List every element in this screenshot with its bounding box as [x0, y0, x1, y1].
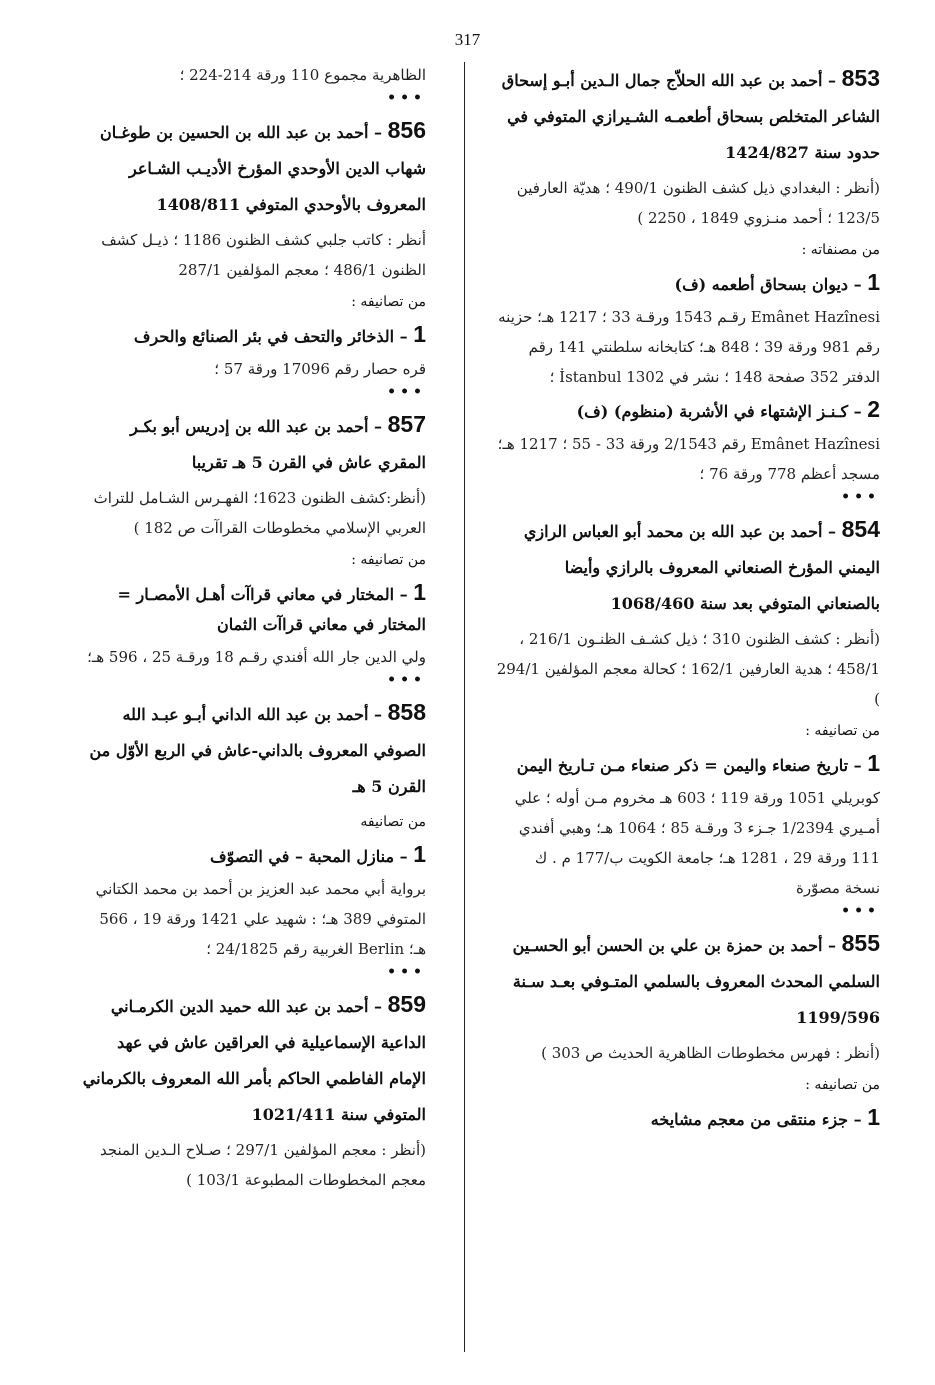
source-reference — [496, 783, 880, 903]
entry-text: أنظر : كاتب جلبي كشف الظنون 1186 ؛ ذيـل كشف الظنون 486/1 ؛ معجم المؤلفين 287/1 — [101, 231, 426, 279]
entry-text: من تصانيفه : — [805, 1077, 880, 1093]
entry-separator — [80, 92, 426, 104]
entry-text: ••• — [841, 489, 880, 505]
entry-text: – ديوان بسحاق أطعمه (ف) — [674, 275, 862, 294]
entry-heading — [80, 986, 426, 1133]
entry-text: – أحمد بن عبد الله بن الحسين بن طوغـان شهاب الدين الأوحدي المؤرخ الأديـب الشـاعر المعروف بالأوحدي المتوفي 1408/811 — [100, 123, 426, 214]
source-reference — [496, 302, 880, 392]
work-title — [496, 267, 880, 300]
work-title — [80, 839, 426, 872]
entry-separator — [80, 386, 426, 398]
section-label — [80, 545, 426, 575]
entry-text: – أحمد بن عبد الله حميد الدين الكرمـاني الداعية الإسماعيلية في العراقين عاش في عهد الإمام الفاطمي الحاكم بأمر الله المعروف بالكرماني المتوفي سنة 1021/411 — [82, 997, 426, 1124]
entry-text: (أنظر:كشف الظنون 1623؛ الفهـرس الشـامل للتراث العربي الإسلامي مخطوطات القراآت ص 182 ) — [93, 489, 426, 537]
source-reference — [80, 225, 426, 285]
section-label — [496, 1070, 880, 1100]
entry-text: الظاهرية مجموع 110 ورقة 214-224 ؛ — [179, 66, 426, 84]
entry-number: 1 — [867, 269, 880, 295]
entry-separator — [80, 966, 426, 978]
entry-text: ولي الدين جار الله أفندي رقـم 18 ورقـة 25 ، 596 هـ؛ — [87, 648, 426, 666]
entry-text: – المختار في معاني قراآت أهـل الأمصـار = المختار في معاني قراآت الثمان — [117, 585, 426, 634]
entry-number: 856 — [387, 117, 426, 143]
right-column — [496, 58, 880, 1137]
entry-separator — [496, 905, 880, 917]
entry-text: ••• — [387, 964, 426, 980]
entry-text: – أحمد بن عبد الله الداني أبـو عبـد الله الصوفي المعروف بالداني-عاش في الربع الأوّل من القرن 5 هـ — [89, 705, 426, 796]
source-reference — [496, 624, 880, 714]
entry-heading — [496, 925, 880, 1036]
left-column — [80, 58, 426, 1197]
entry-number: 858 — [387, 699, 426, 725]
entry-number: 1 — [867, 1104, 880, 1130]
entry-text: Emânet Hazînesi رقم 2/1543 ورقة 33 - 55 ؛ 1217 هـ؛ مسجد أعظم 778 ورقة 76 ؛ — [497, 435, 880, 483]
entry-text: Emânet Hazînesi رقـم 1543 ورقـة 33 ؛ 1217 هـ؛ حزينه رقم 981 ورقة 39 ؛ 848 هـ؛ كتابخانه سلطنتي 141 رقم الدفتر 352 صفحة 148 ؛ نشر في İstanbul 1302 ؛ — [498, 308, 880, 386]
entry-text: – كـنـز الإشتهاء في الأشربة (منظوم) (ف) — [576, 402, 862, 421]
entry-text: من تصانيفه : — [351, 294, 426, 310]
entry-number: 1 — [413, 841, 426, 867]
source-reference — [496, 1038, 880, 1068]
entry-text: ••• — [387, 384, 426, 400]
entry-number: 857 — [387, 411, 426, 437]
entry-text: – أحمد بن عبد الله بن محمد أبو العباس الرازي اليمني المؤرخ الصنعاني المعروف بالرازي وأيضا بالصنعاني المتوفي بعد سنة 1068/460 — [523, 522, 880, 613]
section-label — [496, 235, 880, 265]
entry-number: 2 — [867, 396, 880, 422]
entry-text: – أحمد بن عبد الله الحلاّج جمال الـدين أبـو إسحاق الشاعر المتخلص بسحاق أطعمـه الشـيرازي المتوفي في حدود سنة 1424/827 — [501, 71, 880, 162]
work-title — [80, 577, 426, 640]
entry-text: (أنظر : معجم المؤلفين 297/1 ؛ صـلاح الـدين المنجد معجم المخطوطات المطبوعة 103/1 ) — [99, 1141, 426, 1189]
entry-heading — [496, 60, 880, 171]
entry-number: 854 — [841, 516, 880, 542]
entry-number: 1 — [413, 579, 426, 605]
entry-number: 855 — [841, 930, 880, 956]
source-reference — [80, 60, 426, 90]
work-title — [496, 748, 880, 781]
entry-text: – أحمد بن عبد الله بن إدريس أبو بكـر المقري عاش في القرن 5 هـ تقريبا — [130, 417, 426, 472]
entry-text: من مصنفاته : — [801, 242, 880, 258]
entry-number: 1 — [867, 750, 880, 776]
entry-number: 1 — [413, 321, 426, 347]
entry-text: من تصانيفه : — [805, 723, 880, 739]
work-title — [80, 319, 426, 352]
source-reference — [496, 173, 880, 233]
entry-text: ••• — [387, 672, 426, 688]
entry-text: (أنظر : فهرس مخطوطات الظاهرية الحديث ص 303 ) — [541, 1044, 880, 1062]
section-label — [80, 807, 426, 837]
source-reference — [80, 642, 426, 672]
entry-text: من تصانيفه : — [351, 552, 426, 568]
entry-text: – أحمد بن حمزة بن علي بن الحسن أبو الحسـين السلمي المحدث المعروف بالسلمي المتـوفي بعـد سـنة 1199/596 — [512, 936, 880, 1027]
source-reference — [80, 1135, 426, 1195]
section-label — [80, 287, 426, 317]
entry-separator — [80, 674, 426, 686]
entry-text: ••• — [387, 90, 426, 106]
work-title — [496, 1102, 880, 1135]
entry-heading — [80, 406, 426, 481]
entry-text: – الذخائر والتحف في بئر الصنائع والحرف — [133, 327, 408, 346]
entry-text: (أنظر : البغدادي ذيل كشف الظنون 490/1 ؛ هديّة العارفين 123/5 ؛ أحمد منـزوي 1849 ، 2250 ) — [516, 179, 880, 227]
entry-text: كوبريلي 1051 ورقة 119 ؛ 603 هـ مخروم مـن أوله ؛ علي أمـيري 1/2394 جـزء 3 ورقـة 85 ؛ 1064 هـ؛ وهبي أفندي 111 ورقة 29 ، 1281 هـ؛ جامعة الكويت ب/177 م . ك نسخة مصوّرة — [514, 789, 880, 897]
page-number: 317 — [454, 30, 481, 49]
work-title — [496, 394, 880, 427]
entry-number: 859 — [387, 991, 426, 1017]
section-label — [496, 716, 880, 746]
source-reference — [80, 354, 426, 384]
source-reference — [80, 874, 426, 964]
entry-heading — [80, 112, 426, 223]
entry-text: من تصانيفه — [360, 814, 426, 830]
entry-number: 853 — [841, 65, 880, 91]
column-divider — [464, 62, 465, 1352]
entry-text: قره حصار رقم 17096 ورقة 57 ؛ — [214, 360, 426, 378]
entry-text: – جزء منتقى من معجم مشايخه — [650, 1110, 862, 1129]
entry-text: (أنظر : كشف الظنون 310 ؛ ذيل كشـف الظنـون 216/1 ، 458/1 ؛ هدية العارفين 162/1 ؛ كحالة معجم المؤلفين 294/1 ) — [496, 630, 880, 708]
source-reference — [496, 429, 880, 489]
entry-text: – منازل المحبة – في التصوّف — [209, 847, 408, 866]
entry-heading — [80, 694, 426, 805]
entry-separator — [496, 491, 880, 503]
entry-heading — [496, 511, 880, 622]
entry-text: برواية أبي محمد عبد العزيز بن أحمد بن محمد الكتاني المتوفي 389 هـ؛ : شهيد علي 1421 ورقة 19 ، 566 هـ؛ Berlin الغربية رقم 24/1825 ؛ — [95, 880, 426, 958]
source-reference — [80, 483, 426, 543]
entry-text: – تاريخ صنعاء واليمن = ذكر صنعاء مـن تـاريخ اليمن — [516, 756, 862, 775]
entry-text: ••• — [841, 903, 880, 919]
